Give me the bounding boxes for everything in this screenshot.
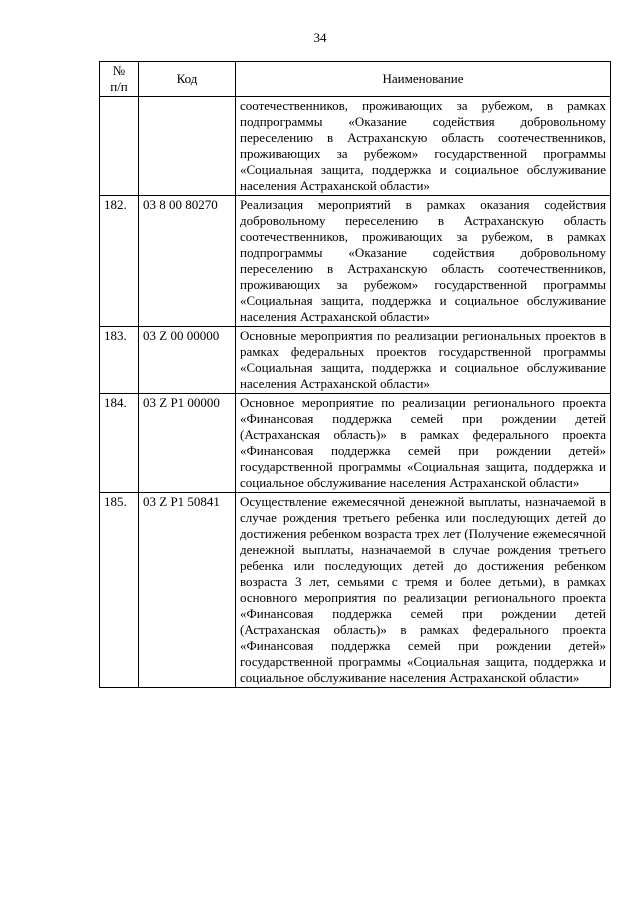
row-code: 03 Z P1 00000	[139, 394, 236, 493]
table-row	[100, 493, 611, 688]
page-number: 34	[313, 30, 327, 45]
table-row	[100, 394, 611, 493]
row-name: Основное мероприятие по реализации регионального проекта «Финансовая поддержка семей при рождении детей (Астраханская область)» в рамках федерального проекта «Финансовая поддержка семей при рождении детей» государственной программы «Социальная защита, поддержка и социальное обслуживание населения Астраханской области»	[236, 394, 611, 493]
row-number: 184.	[100, 394, 139, 493]
table-row	[100, 196, 611, 327]
budget-code-table	[99, 61, 611, 688]
row-code: 03 Z P1 50841	[139, 493, 236, 688]
row-name: соотечественников, проживающих за рубежом, в рамках подпрограммы «Оказание содействия добровольному переселению в Астраханскую область соотечественников, проживающих за рубежом» государственной программы «Социальная защита, поддержка и социальное обслуживание населения Астраханской области»	[236, 97, 611, 196]
row-name: Основные мероприятия по реализации региональных проектов в рамках федеральных проектов государственной программы «Социальная защита, поддержка и социальное обслуживание населения Астраханской области»	[236, 327, 611, 394]
table-header-row	[100, 62, 611, 97]
header-number-abbr: п/п	[110, 79, 128, 94]
header-number	[100, 62, 139, 97]
row-code	[139, 97, 236, 196]
row-number: 182.	[100, 196, 139, 327]
row-name: Осуществление ежемесячной денежной выплаты, назначаемой в случае рождения третьего ребенка или последующих детей до достижения ребенком возраста трех лет (Получение ежемесячной денежной выплаты, назначаемой в случае рождения третьего ребенка или последующих детей до достижения ребенком возраста 3 лет, семьями с тремя и более детьми), в рамках основного мероприятия по реализации регионального проекта «Финансовая поддержка семей при рождении детей (Астраханская область)» в рамках федерального проекта «Финансовая поддержка семей при рождении детей» государственной программы «Социальная защита, поддержка и социальное обслуживание населения Астраханской области»	[236, 493, 611, 688]
row-code: 03 Z 00 00000	[139, 327, 236, 394]
header-name: Наименование	[236, 62, 611, 97]
row-number: 185.	[100, 493, 139, 688]
header-number-symbol: №	[112, 63, 126, 78]
row-name: Реализация мероприятий в рамках оказания содействия добровольному переселению в Астраханскую область соотечественников, проживающих за рубежом, в рамках подпрограммы «Оказание содействия добровольному переселению в Астраханскую область соотечественников, проживающих за рубежом» государственной программы «Социальная защита, поддержка и социальное обслуживание населения Астраханской области»	[236, 196, 611, 327]
table-row	[100, 97, 611, 196]
row-number	[100, 97, 139, 196]
table-row	[100, 327, 611, 394]
row-number: 183.	[100, 327, 139, 394]
row-code: 03 8 00 80270	[139, 196, 236, 327]
header-code: Код	[139, 62, 236, 97]
